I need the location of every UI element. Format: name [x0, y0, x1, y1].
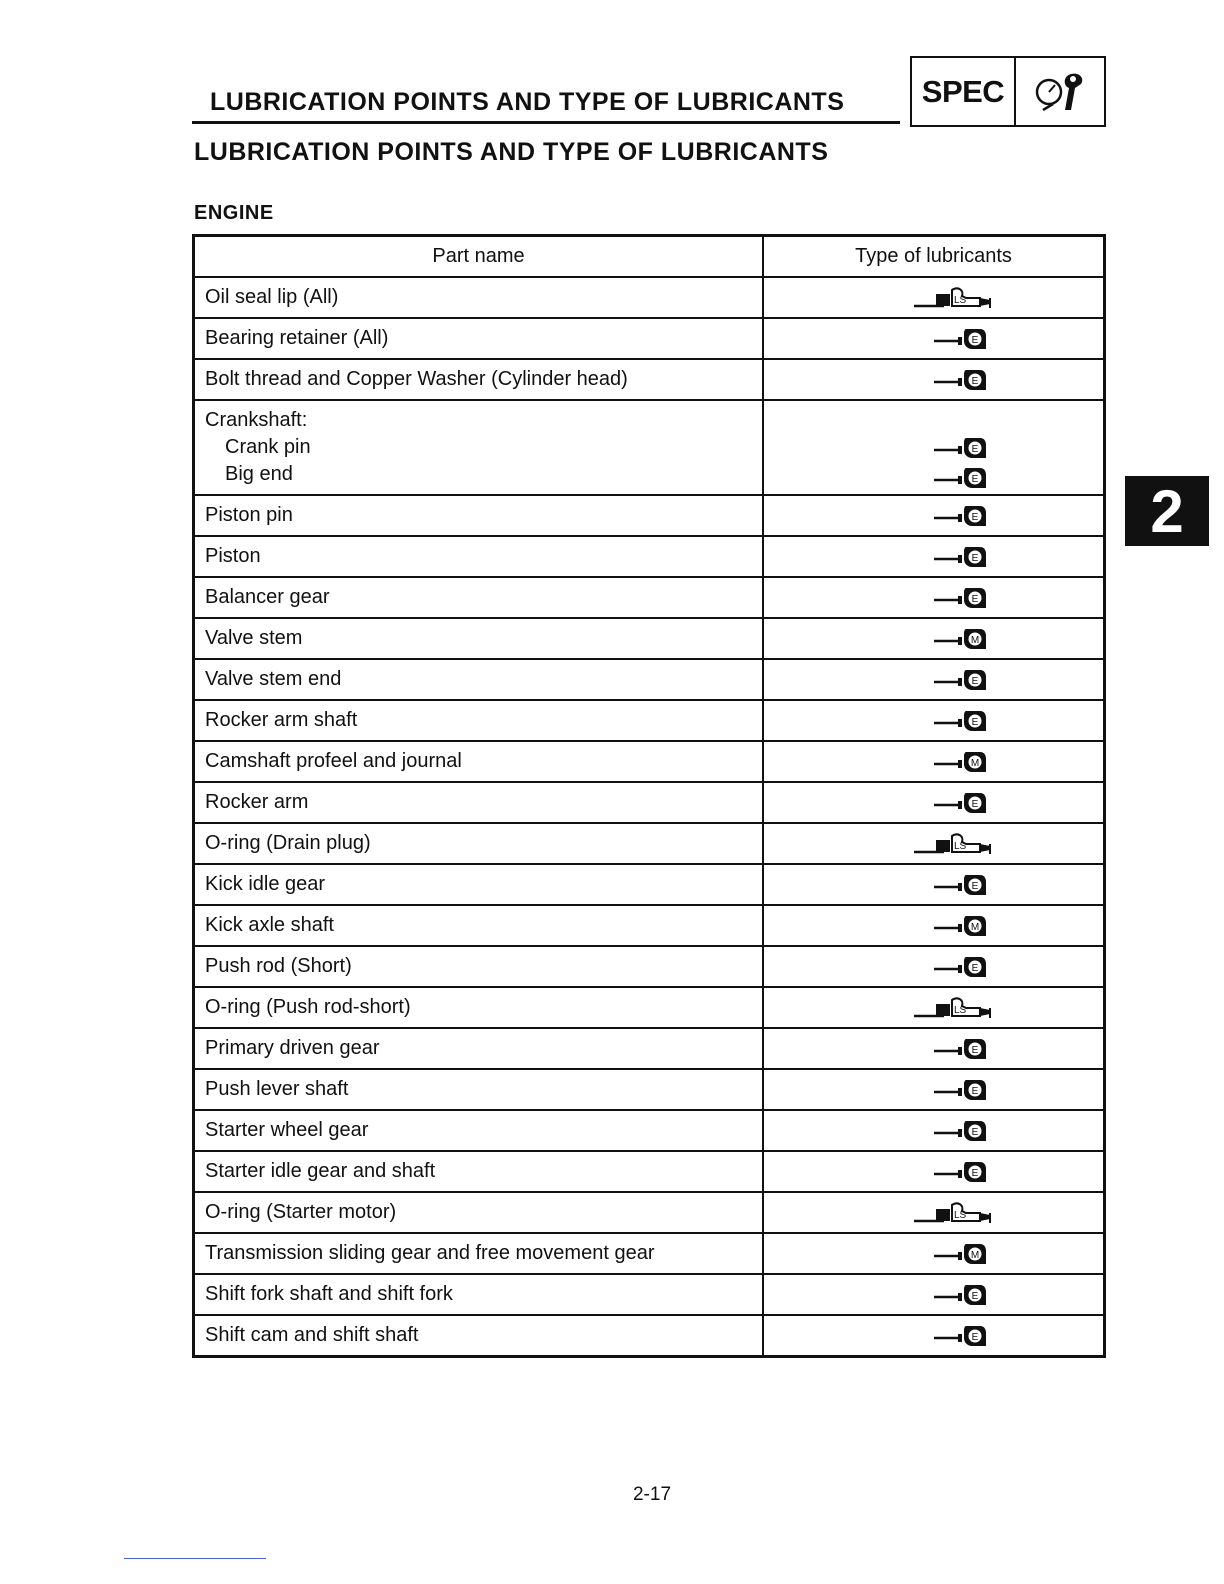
page-number: 2-17: [632, 1484, 672, 1505]
lubricant-cell: [764, 1029, 1103, 1068]
svg-text:E: E: [971, 1167, 978, 1179]
engine-oil-icon: [914, 953, 994, 981]
lubricant-cell: [764, 865, 1103, 904]
part-name: Oil seal lip (All): [205, 286, 339, 308]
sub-part-name: Big end: [225, 463, 293, 485]
part-name: Balancer gear: [205, 586, 330, 608]
spec-badge: [910, 56, 1106, 127]
svg-text:E: E: [971, 552, 978, 564]
table-row: [195, 740, 1103, 781]
part-name: Push rod (Short): [205, 955, 352, 977]
part-name: Starter wheel gear: [205, 1119, 369, 1141]
svg-text:LS: LS: [953, 1209, 966, 1221]
table-row: [195, 1232, 1103, 1273]
table-row: [195, 1109, 1103, 1150]
part-name-cell: [195, 319, 764, 358]
part-name: Valve stem: [205, 627, 303, 649]
svg-text:E: E: [971, 716, 978, 728]
part-name-cell: [195, 1152, 764, 1191]
svg-text:M: M: [970, 921, 979, 933]
svg-text:E: E: [971, 334, 978, 346]
table-row: [195, 276, 1103, 317]
part-name-cell: [195, 496, 764, 535]
lubricant-cell: [764, 783, 1103, 822]
lithium-soap-grease-icon: [914, 994, 994, 1022]
table-row: [195, 1150, 1103, 1191]
table-row: [195, 1068, 1103, 1109]
engine-oil-icon: [914, 366, 994, 394]
lubricant-cell: [764, 660, 1103, 699]
lubricant-cell: [764, 947, 1103, 986]
part-name: Push lever shaft: [205, 1078, 349, 1100]
table-row: [195, 986, 1103, 1027]
lithium-soap-grease-icon: [914, 830, 994, 858]
part-name-cell: [195, 783, 764, 822]
part-name-cell: [195, 1070, 764, 1109]
part-name: Valve stem end: [205, 668, 342, 690]
svg-text:E: E: [971, 798, 978, 810]
engine-oil-icon: [914, 1281, 994, 1309]
part-name-cell: [195, 537, 764, 576]
molybdenum-oil-icon: [914, 625, 994, 653]
lubricant-cell: [764, 496, 1103, 535]
table-row: [195, 658, 1103, 699]
svg-text:E: E: [971, 675, 978, 687]
lithium-soap-grease-icon: [914, 284, 994, 312]
table-row: [195, 945, 1103, 986]
table-row: [195, 822, 1103, 863]
column-header-part-name: Part name: [195, 237, 764, 276]
part-name-cell: [195, 1234, 764, 1273]
svg-text:E: E: [971, 1290, 978, 1302]
svg-text:E: E: [971, 1085, 978, 1097]
table-row: [195, 781, 1103, 822]
table-row: [195, 1314, 1103, 1355]
part-name-cell: [195, 660, 764, 699]
lubricant-cell: [764, 701, 1103, 740]
part-name: Kick idle gear: [205, 873, 326, 895]
part-name: Kick axle shaft: [205, 914, 334, 936]
engine-oil-icon: [914, 543, 994, 571]
part-name: Piston pin: [205, 504, 293, 526]
part-name-cell: [195, 619, 764, 658]
lubricant-cell: [764, 619, 1103, 658]
svg-text:LS: LS: [953, 294, 966, 306]
part-name: Camshaft profeel and journal: [205, 750, 462, 772]
lubricant-cell: [764, 1316, 1103, 1355]
lubricant-cell: [764, 578, 1103, 617]
lubricant-cell: [764, 824, 1103, 863]
engine-oil-icon: [914, 1035, 994, 1063]
engine-oil-icon: [914, 434, 994, 462]
table-row: [195, 1273, 1103, 1314]
lubricant-cell: [764, 742, 1103, 781]
table-row: [195, 1191, 1103, 1232]
part-name-cell: [195, 1316, 764, 1355]
part-name: Bearing retainer (All): [205, 327, 389, 349]
lubricant-cell: [764, 906, 1103, 945]
part-name: Shift cam and shift shaft: [205, 1324, 419, 1346]
table-row: [195, 535, 1103, 576]
chapter-tab: 2: [1125, 476, 1209, 546]
molybdenum-oil-icon: [914, 748, 994, 776]
svg-text:LS: LS: [953, 840, 966, 852]
engine-oil-icon: [914, 325, 994, 353]
part-name-cell: [195, 1275, 764, 1314]
engine-oil-icon: [914, 1158, 994, 1186]
svg-text:E: E: [971, 375, 978, 387]
spec-label: SPEC: [912, 58, 1016, 125]
gauge-wrench-icon: [1016, 58, 1104, 125]
lubricant-cell: [764, 1111, 1103, 1150]
svg-text:E: E: [971, 880, 978, 892]
svg-text:E: E: [971, 1044, 978, 1056]
part-name: Transmission sliding gear and free movement gear: [205, 1242, 655, 1264]
table-body: [195, 276, 1103, 1355]
lubrication-table: [192, 234, 1106, 1358]
table-row: [195, 863, 1103, 904]
molybdenum-oil-icon: [914, 1240, 994, 1268]
lubricant-cell: [764, 988, 1103, 1027]
engine-oil-icon: [914, 871, 994, 899]
lubricant-cell: [764, 1070, 1103, 1109]
part-name-cell: [195, 360, 764, 399]
engine-oil-icon: [914, 502, 994, 530]
part-name-cell: [195, 824, 764, 863]
table-row: [195, 358, 1103, 399]
engine-oil-icon: [914, 789, 994, 817]
column-header-lubricant: Type of lubricants: [855, 245, 1012, 267]
engine-oil-icon: [914, 584, 994, 612]
part-name: Crankshaft:: [205, 409, 308, 431]
engine-oil-icon: [914, 464, 994, 492]
table-row: [195, 576, 1103, 617]
table-row: [195, 494, 1103, 535]
lubricant-cell: [764, 401, 1103, 494]
table-row: [195, 317, 1103, 358]
lubricant-cell: [764, 360, 1103, 399]
svg-text:E: E: [971, 511, 978, 523]
part-name-cell: [195, 865, 764, 904]
svg-text:E: E: [971, 474, 978, 485]
svg-text:E: E: [971, 593, 978, 605]
svg-text:M: M: [970, 757, 979, 769]
svg-text:M: M: [970, 1249, 979, 1261]
svg-text:M: M: [970, 634, 979, 646]
part-name-cell: [195, 1193, 764, 1232]
engine-oil-icon: [914, 666, 994, 694]
part-name-cell: [195, 401, 764, 494]
table-row: [195, 699, 1103, 740]
part-name: Shift fork shaft and shift fork: [205, 1283, 453, 1305]
section-title: ENGINE: [194, 202, 274, 224]
sub-part-name: Crank pin: [225, 436, 311, 458]
running-header-title: LUBRICATION POINTS AND TYPE OF LUBRICANTS: [192, 88, 900, 124]
part-name: Piston: [205, 545, 261, 567]
part-name-cell: [195, 1029, 764, 1068]
footer-rule: [124, 1558, 266, 1559]
molybdenum-oil-icon: [914, 912, 994, 940]
lubricant-cell: [764, 1193, 1103, 1232]
engine-oil-icon: [914, 1322, 994, 1350]
engine-oil-icon: [914, 1117, 994, 1145]
part-name-cell: [195, 947, 764, 986]
table-header-row: [195, 237, 1103, 276]
part-name-cell: [195, 988, 764, 1027]
part-name: Primary driven gear: [205, 1037, 380, 1059]
svg-text:E: E: [971, 1126, 978, 1138]
part-name: O-ring (Starter motor): [205, 1201, 397, 1223]
part-name: Bolt thread and Copper Washer (Cylinder head): [205, 368, 628, 390]
table-row: [195, 904, 1103, 945]
part-name-cell: [195, 742, 764, 781]
part-name: Rocker arm shaft: [205, 709, 358, 731]
part-name: Starter idle gear and shaft: [205, 1160, 436, 1182]
table-row: [195, 1027, 1103, 1068]
part-name-cell: [195, 1111, 764, 1150]
lubricant-cell: [764, 537, 1103, 576]
table-row: [195, 617, 1103, 658]
part-name: O-ring (Drain plug): [205, 832, 371, 854]
page-title: LUBRICATION POINTS AND TYPE OF LUBRICANTS: [194, 138, 829, 166]
part-name: O-ring (Push rod-short): [205, 996, 411, 1018]
part-name-cell: [195, 278, 764, 317]
lubricant-cell: [764, 1275, 1103, 1314]
svg-text:E: E: [971, 1331, 978, 1343]
svg-text:E: E: [971, 962, 978, 974]
part-name-cell: [195, 578, 764, 617]
engine-oil-icon: [914, 1076, 994, 1104]
lubricant-cell: [764, 1152, 1103, 1191]
svg-text:E: E: [971, 444, 978, 455]
lithium-soap-grease-icon: [914, 1199, 994, 1227]
svg-text:LS: LS: [953, 1004, 966, 1016]
table-row: [195, 399, 1103, 494]
part-name-cell: [195, 701, 764, 740]
lubricant-cell: [764, 278, 1103, 317]
part-name: Rocker arm: [205, 791, 309, 813]
engine-oil-icon: [914, 707, 994, 735]
lubricant-cell: [764, 319, 1103, 358]
lubricant-cell: [764, 1234, 1103, 1273]
part-name-cell: [195, 906, 764, 945]
